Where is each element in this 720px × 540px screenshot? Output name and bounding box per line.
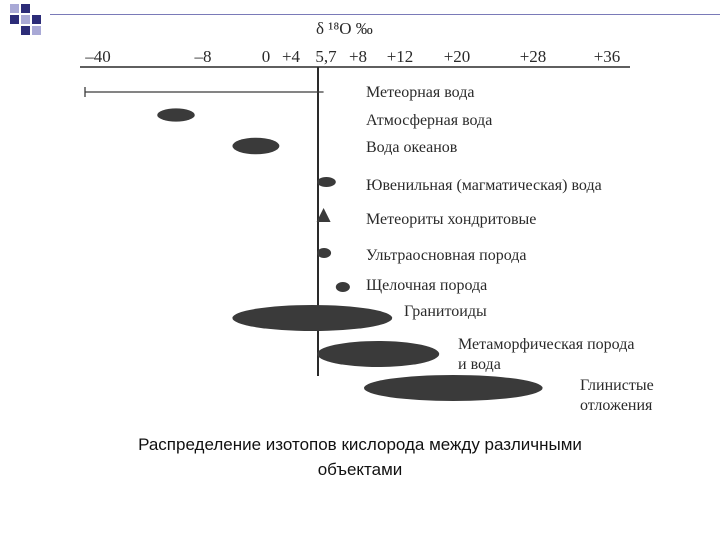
tick-label: –40 xyxy=(85,47,111,66)
object-label: Метаморфическая порода xyxy=(458,336,635,353)
tick-label: 5,7 xyxy=(315,47,337,66)
range-blob xyxy=(232,305,392,331)
tick-label: +20 xyxy=(443,47,471,66)
object-label: Вода океанов xyxy=(366,139,458,156)
range-blob xyxy=(232,138,279,154)
range-blob xyxy=(317,248,331,258)
object-label: и вода xyxy=(458,356,501,373)
object-label: отложения xyxy=(580,397,653,414)
tick-label: +28 xyxy=(519,47,547,66)
chart-marks xyxy=(85,87,543,401)
caption-line-2: объектами xyxy=(317,460,403,479)
axis-ticks xyxy=(84,47,620,66)
tick-label: +8 xyxy=(348,47,368,66)
tick-label: +36 xyxy=(593,47,621,66)
range-blob xyxy=(157,108,195,121)
tick-label: +4 xyxy=(281,47,301,66)
object-label: Щелочная порода xyxy=(366,277,488,294)
caption-line-1: Распределение изотопов кислорода между различными xyxy=(138,435,582,454)
object-label: Глинистые xyxy=(580,377,654,394)
chart-title: δ ¹⁸O ‰ xyxy=(316,19,373,38)
figure-caption xyxy=(90,432,630,482)
tick-label: 0 xyxy=(261,47,271,66)
object-label: Ультраосновная порода xyxy=(366,247,527,264)
object-label: Метеорная вода xyxy=(366,84,475,101)
range-blob xyxy=(364,375,543,401)
object-label: Атмосферная вода xyxy=(366,112,493,129)
object-label: Метеориты хондритовые xyxy=(366,211,537,228)
range-blob xyxy=(336,282,350,292)
tick-label: +12 xyxy=(386,47,414,66)
range-blob xyxy=(317,341,439,367)
object-label: Ювенильная (магматическая) вода xyxy=(366,177,602,194)
range-blob xyxy=(317,177,336,187)
tick-label: –8 xyxy=(194,47,212,66)
object-label: Гранитоиды xyxy=(404,303,487,320)
